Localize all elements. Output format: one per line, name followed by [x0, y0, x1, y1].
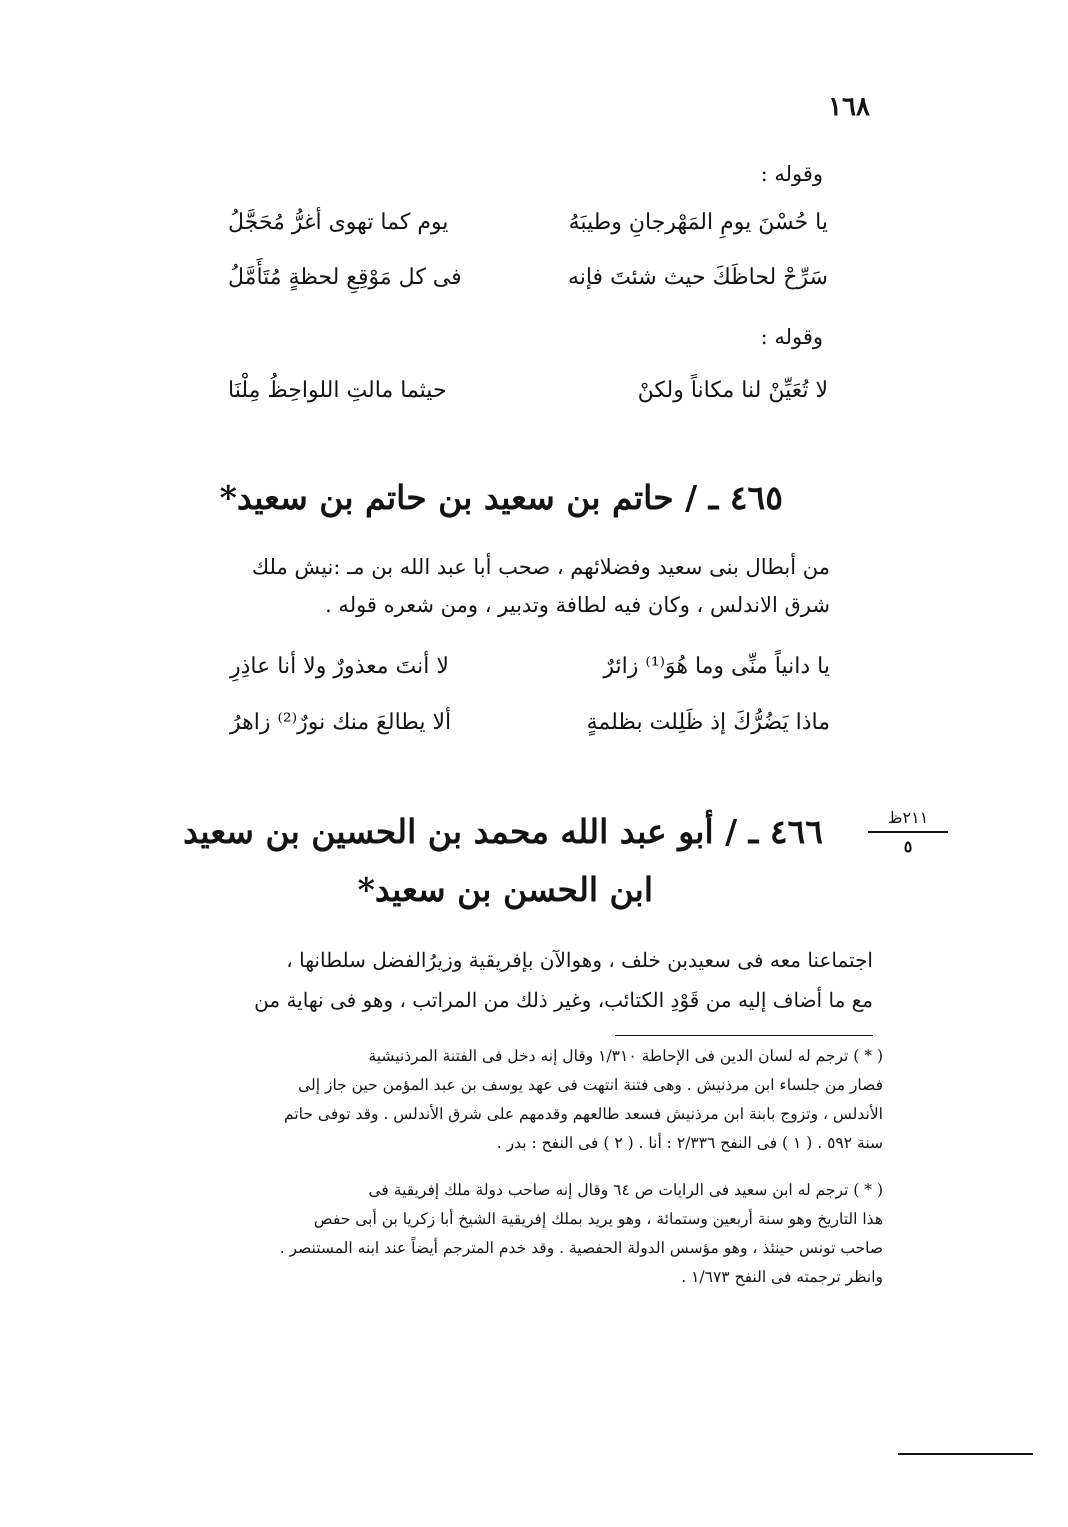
footnote-466 — [173, 1176, 883, 1292]
entry-465-title: ٤٦٥ ـ / حاتم بن سعيد بن حاتم بن سعيد* — [219, 478, 783, 517]
verse-line — [230, 654, 830, 694]
footnote-line: ( * ) ترجم له لسان الدين فى الإحاطة ١/٣١٠ وقال إنه دخل فى الفتنة المرذنيشية — [368, 1047, 883, 1065]
entry-466-text — [183, 940, 873, 1020]
footnote-line: هذا التاريخ وهو سنة أربعين وستمائة ، وهو يريد بملك إفريقية الشيخ أبا زكريا بن أبى حفص — [313, 1210, 883, 1228]
verse-hemistich-first: يا دانياً منِّى وما هُوَ⁽¹⁾ زائرٌ — [603, 654, 830, 679]
verse-hemistich-first: لا تُعَيِّنْ لنا مكاناً ولكنْ — [637, 378, 828, 403]
verse-line — [230, 710, 830, 750]
entry-465-text — [190, 548, 830, 624]
footnote-465 — [173, 1042, 883, 1158]
margin-note-number: ٥ — [903, 837, 913, 856]
footnote-line: فصار من جلساء ابن مرذنيش . وهى فتنة انتهت فى عهد يوسف بن عبد المؤمن حين جاز إلى — [298, 1076, 883, 1094]
text-line: اجتماعنا معه فى سعيدبن خلف ، وهوالآن بإفريقية وزيرُالفضل سلطانها ، — [286, 948, 873, 972]
verse-hemistich-first: ماذا يَضُرُّكَ إذ ظَلِلت بظلمةٍ — [586, 710, 830, 735]
footnote-line: ( * ) ترجم له ابن سعيد فى الرايات ص ٦٤ وقال إنه صاحب دولة ملك إفريقية فى — [368, 1181, 883, 1199]
verse-line — [228, 265, 828, 305]
text-line: مع ما أضاف إليه من قَوْدِ الكتائب، وغير ذلك من المراتب ، وهو فى نهاية من — [254, 988, 873, 1012]
entry-466-title-continued: ابن الحسن بن سعيد* — [357, 870, 653, 909]
footnote-line: الأندلس ، وتزوج بابنة ابن مرذنيش فسعد طالعهم وقدمهم على شرق الأندلس . وقد توفى حاتم — [284, 1105, 883, 1123]
entry-466-title: ٤٦٦ ـ / أبو عبد الله محمد بن الحسين بن سعيد — [183, 812, 823, 851]
footnote-line: سنة ٥٩٢ . ( ١ ) فى النفح ٢/٣٣٦ : أنا . ( ٢ ) فى النفح : بدر . — [496, 1134, 883, 1152]
verse-hemistich-first: سَرِّحْ لحاظَكَ حيث شئتَ فإنه — [567, 265, 828, 290]
text-line: من أبطال بنى سعيد وفضلائهم ، صحب أبا عبد الله بن مـ :نيش ملك — [251, 555, 830, 579]
footnote-line: صاحب تونس حينئذ ، وهو مؤسس الدولة الحفصية . وقد خدم المترجم أيضاً عند ابنه المستنصر . — [279, 1239, 883, 1257]
verse-intro-2: وقوله : — [760, 325, 823, 349]
verse-hemistich-second: ألا يطالعَ منك نورٌ⁽²⁾ زاهرُ — [230, 710, 452, 735]
verse-line — [228, 378, 828, 418]
verse-hemistich-second: يوم كما تهوى أغرُّ مُحَجَّلُ — [228, 210, 449, 235]
verse-hemistich-first: يا حُسْنَ يومِ المَهْرجانِ وطيبَهُ — [568, 210, 828, 235]
verse-hemistich-second: حيثما مالتِ اللواحِظُ مِلْنَا — [228, 378, 447, 403]
footnote-line: وانظر ترجمته فى النفح ١/٦٧٣ . — [681, 1268, 883, 1286]
margin-note-folio: ٢١١ظ — [868, 808, 948, 833]
text-line: شرق الاندلس ، وكان فيه لطافة وتدبير ، ومن شعره قوله . — [325, 593, 830, 617]
verse-hemistich-second: لا أنتَ معذورٌ ولا أنا عاذِرِ — [230, 654, 449, 679]
bottom-decorative-rule — [898, 1453, 1033, 1455]
footnote-separator — [615, 1035, 873, 1036]
verse-line — [228, 210, 828, 250]
verse-hemistich-second: فى كل مَوْقِعِ لحظةٍ مُتَأَمَّلُ — [228, 265, 462, 290]
page-number: ١٦٨ — [828, 92, 870, 122]
margin-note — [868, 808, 948, 856]
verse-intro-1: وقوله : — [760, 162, 823, 186]
